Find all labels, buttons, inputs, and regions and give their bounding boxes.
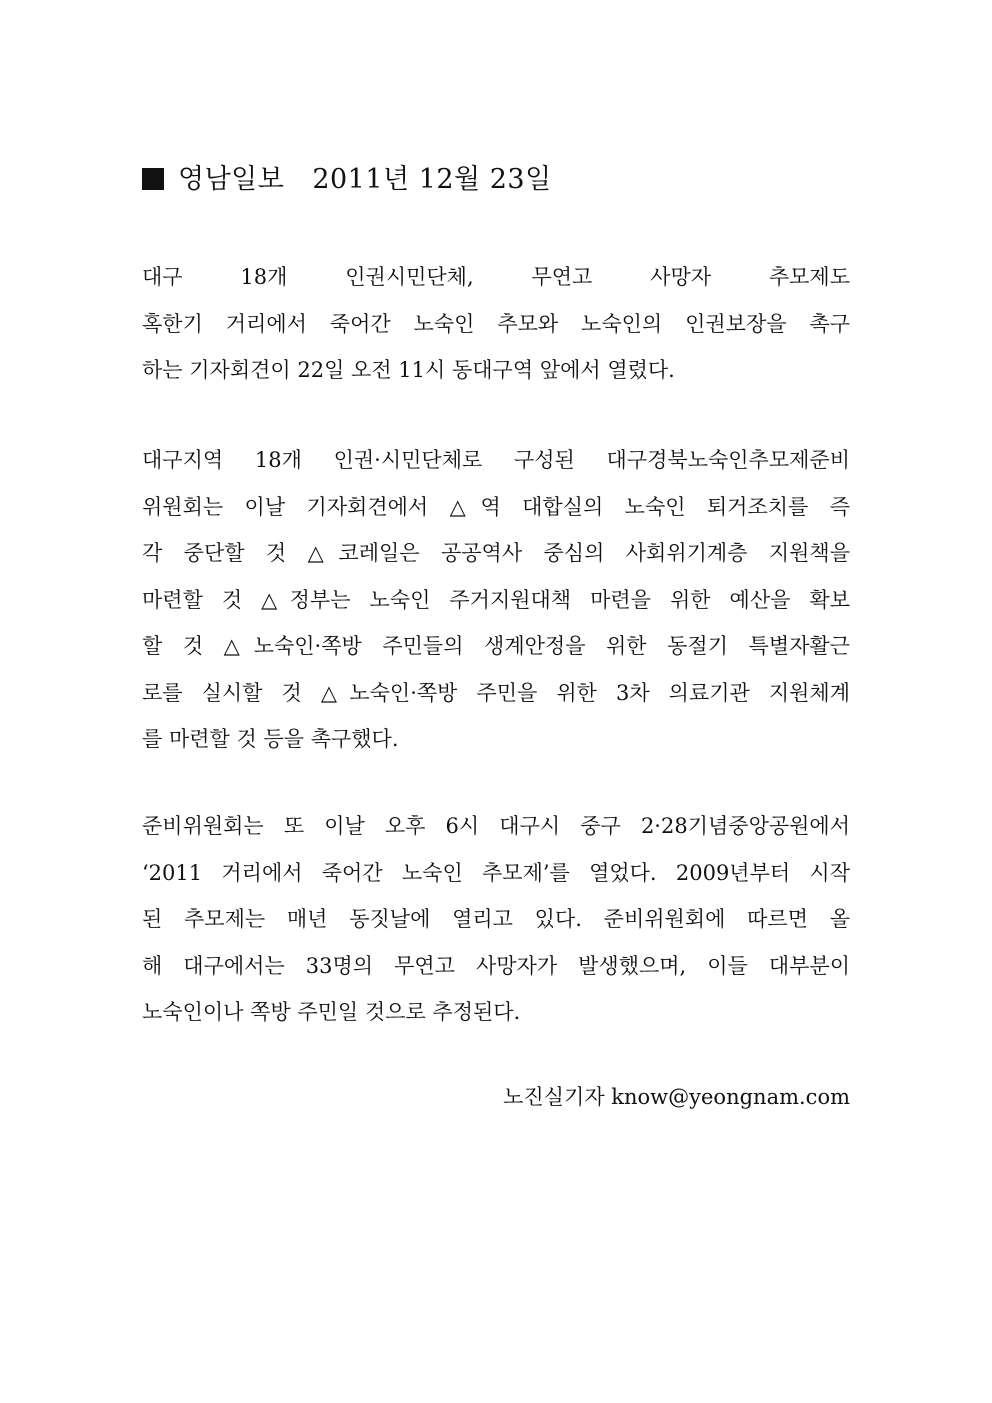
paragraph-memorial (142, 803, 850, 1036)
paragraph-line: 대구 18개 인권시민단체, 무연고 사망자 추모제도 (142, 265, 850, 289)
paragraph-line: 준비위원회는 또 이날 오후 6시 대구시 중구 2·28기념중앙공원에서 (142, 814, 850, 838)
paragraph-line: 를 마련할 것 등을 촉구했다. (142, 727, 399, 751)
paragraph-line: 로를 실시할 것 △노숙인·쪽방 주민을 위한 3차 의료기관 지원체계 (142, 680, 850, 705)
reporter-byline: 노진실기자 know@yeongnam.com (503, 1085, 850, 1109)
paragraph-line: 마련할 것 △정부는 노숙인 주거지원대책 마련을 위한 예산을 확보 (142, 587, 850, 612)
paragraph-line: 된 추모제는 매년 동짓날에 열리고 있다. 준비위원회에 따르면 올 (142, 907, 850, 931)
square-bullet-icon (142, 168, 164, 190)
paragraph-line: 해 대구에서는 33명의 무연고 사망자가 발생했으며, 이들 대부분이 (142, 953, 850, 978)
paragraph-line: 각 중단할 것 △코레일은 공공역사 중심의 사회위기계층 지원책을 (142, 541, 850, 565)
paragraph-line: 하는 기자회견이 22일 오전 11시 동대구역 앞에서 열렸다. (142, 358, 675, 382)
publication-date: 2011년 12월 23일 (312, 164, 552, 195)
paragraph-line: 위원회는 이날 기자회견에서 △역 대합실의 노숙인 퇴거조치를 즉 (142, 494, 850, 519)
paragraph-line: ‘2011 거리에서 죽어간 노숙인 추모제’를 열었다. 2009년부터 시작 (142, 860, 850, 885)
article-heading (142, 160, 552, 200)
paragraph-line: 혹한기 거리에서 죽어간 노숙인 추모와 노숙인의 인권보장을 촉구 (142, 311, 850, 336)
paragraph-demands (142, 437, 850, 763)
paragraph-line: 할 것 △노숙인·쪽방 주민들의 생계안정을 위한 동절기 특별자활근 (142, 634, 850, 658)
paragraph-line: 대구지역 18개 인권·시민단체로 구성된 대구경북노숙인추모제준비 (142, 448, 850, 472)
paragraph-intro (142, 254, 850, 394)
newspaper-name: 영남일보 (178, 164, 285, 195)
paragraph-line: 노숙인이나 쪽방 주민일 것으로 추정된다. (142, 1000, 521, 1024)
